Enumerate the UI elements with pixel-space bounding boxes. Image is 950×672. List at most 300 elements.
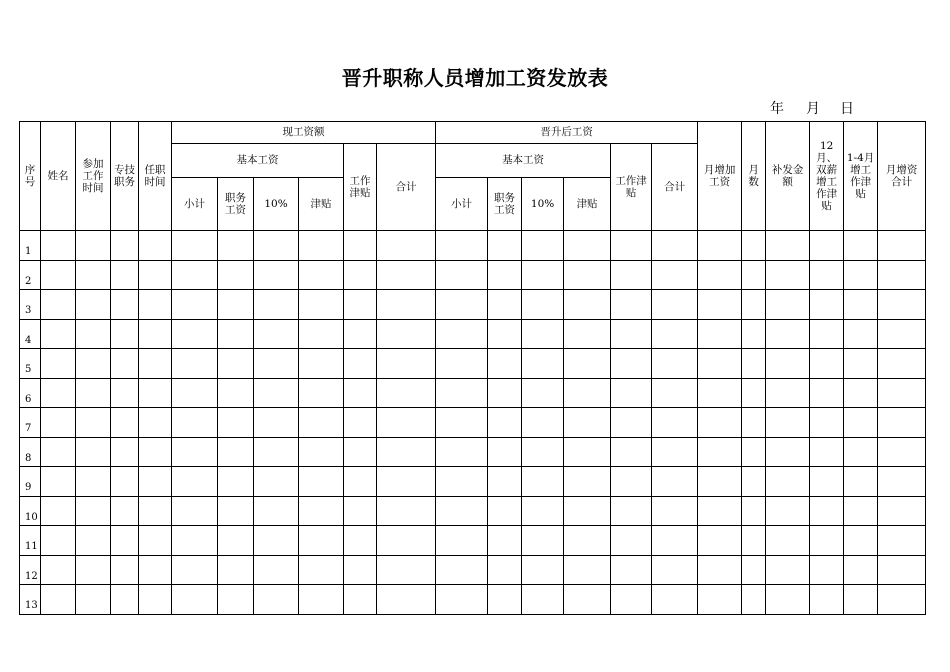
table-cell [436,408,488,438]
table-cell [111,290,139,320]
table-cell [652,319,698,349]
table-cell [742,526,766,556]
table-cell [844,467,878,497]
table-cell [111,349,139,379]
table-cell [564,437,611,467]
header-subtotal-current: 小计 [172,178,218,231]
table-cell [488,437,522,467]
table-cell [344,408,377,438]
table-cell [436,319,488,349]
header-jan-apr: 1-4月增工作津贴 [844,122,878,231]
table-cell [844,496,878,526]
table-cell [652,555,698,585]
table-cell [810,260,844,290]
header-current-salary: 现工资额 [172,122,436,144]
header-pct-current: 10% [254,178,299,231]
table-cell [742,585,766,615]
table-cell [41,378,76,408]
table-cell [172,349,218,379]
table-cell [878,260,926,290]
table-cell [254,260,299,290]
table-cell [172,260,218,290]
table-cell [564,349,611,379]
table-cell [488,585,522,615]
table-cell [698,378,742,408]
table-cell [218,319,254,349]
table-cell [218,437,254,467]
table-cell [172,496,218,526]
table-cell [742,349,766,379]
table-cell [41,349,76,379]
table-cell [611,526,652,556]
table-cell [878,231,926,261]
table-cell [488,555,522,585]
header-total-promoted: 合计 [652,144,698,231]
table-cell [878,555,926,585]
table-cell [698,437,742,467]
table-cell [810,467,844,497]
table-cell [139,496,172,526]
table-cell [139,378,172,408]
table-cell [564,378,611,408]
table-cell [766,231,810,261]
table-cell [111,496,139,526]
table-cell [522,467,564,497]
table-cell [436,290,488,320]
table-cell [652,231,698,261]
table-cell [844,349,878,379]
table-cell [611,349,652,379]
table-cell [766,526,810,556]
table-cell [139,526,172,556]
table-cell [766,408,810,438]
table-cell [299,467,344,497]
row-number: 7 [20,408,41,438]
table-cell [844,231,878,261]
table-cell [377,231,436,261]
table-cell [76,437,111,467]
table-cell [218,526,254,556]
table-cell [878,526,926,556]
row-number: 11 [20,526,41,556]
table-cell [344,526,377,556]
header-basic-salary-current: 基本工资 [172,144,344,178]
table-cell [742,437,766,467]
table-cell [564,260,611,290]
table-cell [742,231,766,261]
row-number: 5 [20,349,41,379]
table-cell [436,496,488,526]
table-cell [652,496,698,526]
table-cell [139,349,172,379]
table-cell [218,585,254,615]
header-join-time: 参加工作时间 [76,122,111,231]
table-cell [742,260,766,290]
table-cell [652,349,698,379]
table-cell [139,437,172,467]
table-cell [41,437,76,467]
table-cell [41,555,76,585]
table-row [20,526,926,556]
table-cell [76,290,111,320]
table-cell [522,437,564,467]
table-cell [172,526,218,556]
table-cell [652,290,698,320]
table-cell [111,555,139,585]
table-cell [377,526,436,556]
table-cell [878,437,926,467]
table-cell [698,260,742,290]
table-cell [299,290,344,320]
table-cell [172,437,218,467]
table-cell [111,585,139,615]
header-monthly-increase: 月增加工资 [698,122,742,231]
table-cell [76,526,111,556]
table-cell [844,585,878,615]
row-number: 12 [20,555,41,585]
table-cell [611,319,652,349]
table-cell [436,555,488,585]
table-cell [344,260,377,290]
table-cell [139,319,172,349]
table-cell [652,408,698,438]
table-cell [742,319,766,349]
table-cell [254,467,299,497]
table-cell [698,585,742,615]
table-cell [844,526,878,556]
table-cell [218,555,254,585]
table-cell [218,408,254,438]
header-allowance-promoted: 津贴 [564,178,611,231]
table-cell [299,408,344,438]
table-cell [377,290,436,320]
table-row [20,437,926,467]
date-day: 日 [840,101,854,117]
header-months: 月数 [742,122,766,231]
table-cell [810,349,844,379]
table-cell [41,319,76,349]
table-cell [111,319,139,349]
table-cell [76,231,111,261]
table-cell [698,290,742,320]
table-cell [436,231,488,261]
table-cell [611,437,652,467]
table-cell [652,467,698,497]
table-cell [218,260,254,290]
table-cell [522,319,564,349]
header-appoint-time: 任职时间 [139,122,172,231]
table-cell [698,467,742,497]
table-cell [611,555,652,585]
table-cell [344,231,377,261]
table-cell [218,496,254,526]
header-post-salary-current: 职务工资 [218,178,254,231]
page-title: 晋升职称人员增加工资发放表 [341,66,609,90]
table-cell [139,231,172,261]
table-cell [810,526,844,556]
table-cell [488,260,522,290]
table-cell [139,290,172,320]
table-cell [766,290,810,320]
table-cell [172,467,218,497]
table-cell [810,290,844,320]
row-number: 13 [20,585,41,615]
table-cell [878,319,926,349]
table-cell [436,585,488,615]
row-number: 9 [20,467,41,497]
table-cell [41,496,76,526]
table-cell [810,408,844,438]
table-cell [41,260,76,290]
table-cell [299,526,344,556]
table-cell [111,526,139,556]
table-row [20,260,926,290]
row-number: 4 [20,319,41,349]
table-cell [611,290,652,320]
row-number: 1 [20,231,41,261]
header-promoted-salary: 晋升后工资 [436,122,698,144]
table-cell [522,408,564,438]
table-cell [742,408,766,438]
table-cell [172,555,218,585]
table-cell [522,526,564,556]
table-cell [488,231,522,261]
table-cell [810,231,844,261]
table-cell [564,231,611,261]
table-cell [436,437,488,467]
table-cell [41,467,76,497]
table-cell [844,319,878,349]
table-cell [844,260,878,290]
table-cell [844,437,878,467]
table-cell [611,467,652,497]
table-cell [41,585,76,615]
table-cell [299,496,344,526]
table-cell [377,585,436,615]
table-cell [810,496,844,526]
header-subtotal-promoted: 小计 [436,178,488,231]
table-cell [742,467,766,497]
table-cell [76,496,111,526]
table-cell [76,260,111,290]
row-number: 10 [20,496,41,526]
table-cell [76,585,111,615]
table-cell [488,349,522,379]
table-cell [139,585,172,615]
salary-table [19,121,926,615]
table-cell [377,319,436,349]
table-cell [564,290,611,320]
table-cell [377,378,436,408]
table-cell [76,467,111,497]
table-cell [377,555,436,585]
table-cell [41,231,76,261]
table-cell [611,585,652,615]
table-cell [344,349,377,379]
table-cell [344,319,377,349]
table-cell [172,319,218,349]
table-cell [254,408,299,438]
table-cell [564,526,611,556]
table-cell [172,378,218,408]
table-cell [878,349,926,379]
table-cell [564,319,611,349]
table-cell [488,496,522,526]
table-cell [299,585,344,615]
table-cell [299,437,344,467]
table-cell [611,408,652,438]
header-basic-salary-promoted: 基本工资 [436,144,611,178]
table-cell [111,467,139,497]
table-cell [652,378,698,408]
table-row [20,319,926,349]
header-post-salary-promoted: 职务工资 [488,178,522,231]
table-cell [844,555,878,585]
table-cell [76,408,111,438]
table-cell [139,408,172,438]
table-cell [254,378,299,408]
table-row [20,231,926,261]
table-cell [218,378,254,408]
table-cell [299,378,344,408]
table-cell [377,260,436,290]
table-cell [41,526,76,556]
table-row [20,467,926,497]
table-cell [139,467,172,497]
table-cell [111,437,139,467]
table-cell [611,496,652,526]
table-cell [878,378,926,408]
table-cell [652,437,698,467]
table-cell [436,467,488,497]
table-cell [810,437,844,467]
table-cell [436,349,488,379]
table-cell [742,496,766,526]
table-cell [436,526,488,556]
table-cell [254,290,299,320]
table-cell [522,555,564,585]
table-cell [564,555,611,585]
table-cell [652,526,698,556]
table-cell [254,319,299,349]
table-cell [698,319,742,349]
table-cell [522,231,564,261]
table-cell [522,585,564,615]
table-cell [488,467,522,497]
table-cell [436,260,488,290]
table-cell [344,467,377,497]
table-cell [844,408,878,438]
table-cell [488,408,522,438]
table-cell [111,408,139,438]
table-cell [76,378,111,408]
table-cell [878,290,926,320]
table-cell [564,496,611,526]
table-cell [218,290,254,320]
table-row [20,290,926,320]
table-cell [139,555,172,585]
table-cell [766,260,810,290]
row-number: 6 [20,378,41,408]
header-back-pay: 补发金额 [766,122,810,231]
table-cell [299,555,344,585]
table-cell [698,496,742,526]
table-cell [254,231,299,261]
table-cell [111,231,139,261]
table-cell [844,290,878,320]
table-cell [766,349,810,379]
table-cell [522,378,564,408]
table-cell [172,408,218,438]
table-cell [878,467,926,497]
table-cell [172,585,218,615]
table-cell [488,290,522,320]
table-cell [76,555,111,585]
table-cell [218,349,254,379]
table-cell [299,260,344,290]
header-total-current: 合计 [377,144,436,231]
table-cell [810,585,844,615]
table-cell [254,496,299,526]
table-cell [76,319,111,349]
table-cell [810,378,844,408]
table-cell [299,319,344,349]
table-cell [344,378,377,408]
table-cell [139,260,172,290]
table-cell [299,231,344,261]
table-cell [844,378,878,408]
table-cell [810,319,844,349]
table-cell [522,349,564,379]
table-cell [344,290,377,320]
table-cell [698,526,742,556]
table-row [20,555,926,585]
table-cell [41,408,76,438]
header-work-allowance-current: 工作津贴 [344,144,377,231]
table-cell [254,437,299,467]
row-number: 3 [20,290,41,320]
table-cell [254,349,299,379]
header-seq: 序号 [20,122,41,231]
table-cell [111,378,139,408]
table-cell [611,378,652,408]
table-cell [742,555,766,585]
table-cell [611,231,652,261]
table-cell [436,378,488,408]
table-cell [299,349,344,379]
header-work-allowance-promoted: 工作津贴 [611,144,652,231]
header-monthly-total: 月增资合计 [878,122,926,231]
table-cell [344,585,377,615]
table-cell [488,378,522,408]
table-cell [522,260,564,290]
table-cell [878,496,926,526]
table-cell [254,585,299,615]
table-cell [377,467,436,497]
header-specialty: 专技职务 [111,122,139,231]
table-cell [698,555,742,585]
table-cell [564,585,611,615]
table-cell [254,555,299,585]
table-row [20,408,926,438]
table-cell [488,319,522,349]
table-cell [652,585,698,615]
table-cell [742,378,766,408]
table-cell [76,349,111,379]
table-cell [766,437,810,467]
header-name: 姓名 [41,122,76,231]
table-cell [254,526,299,556]
